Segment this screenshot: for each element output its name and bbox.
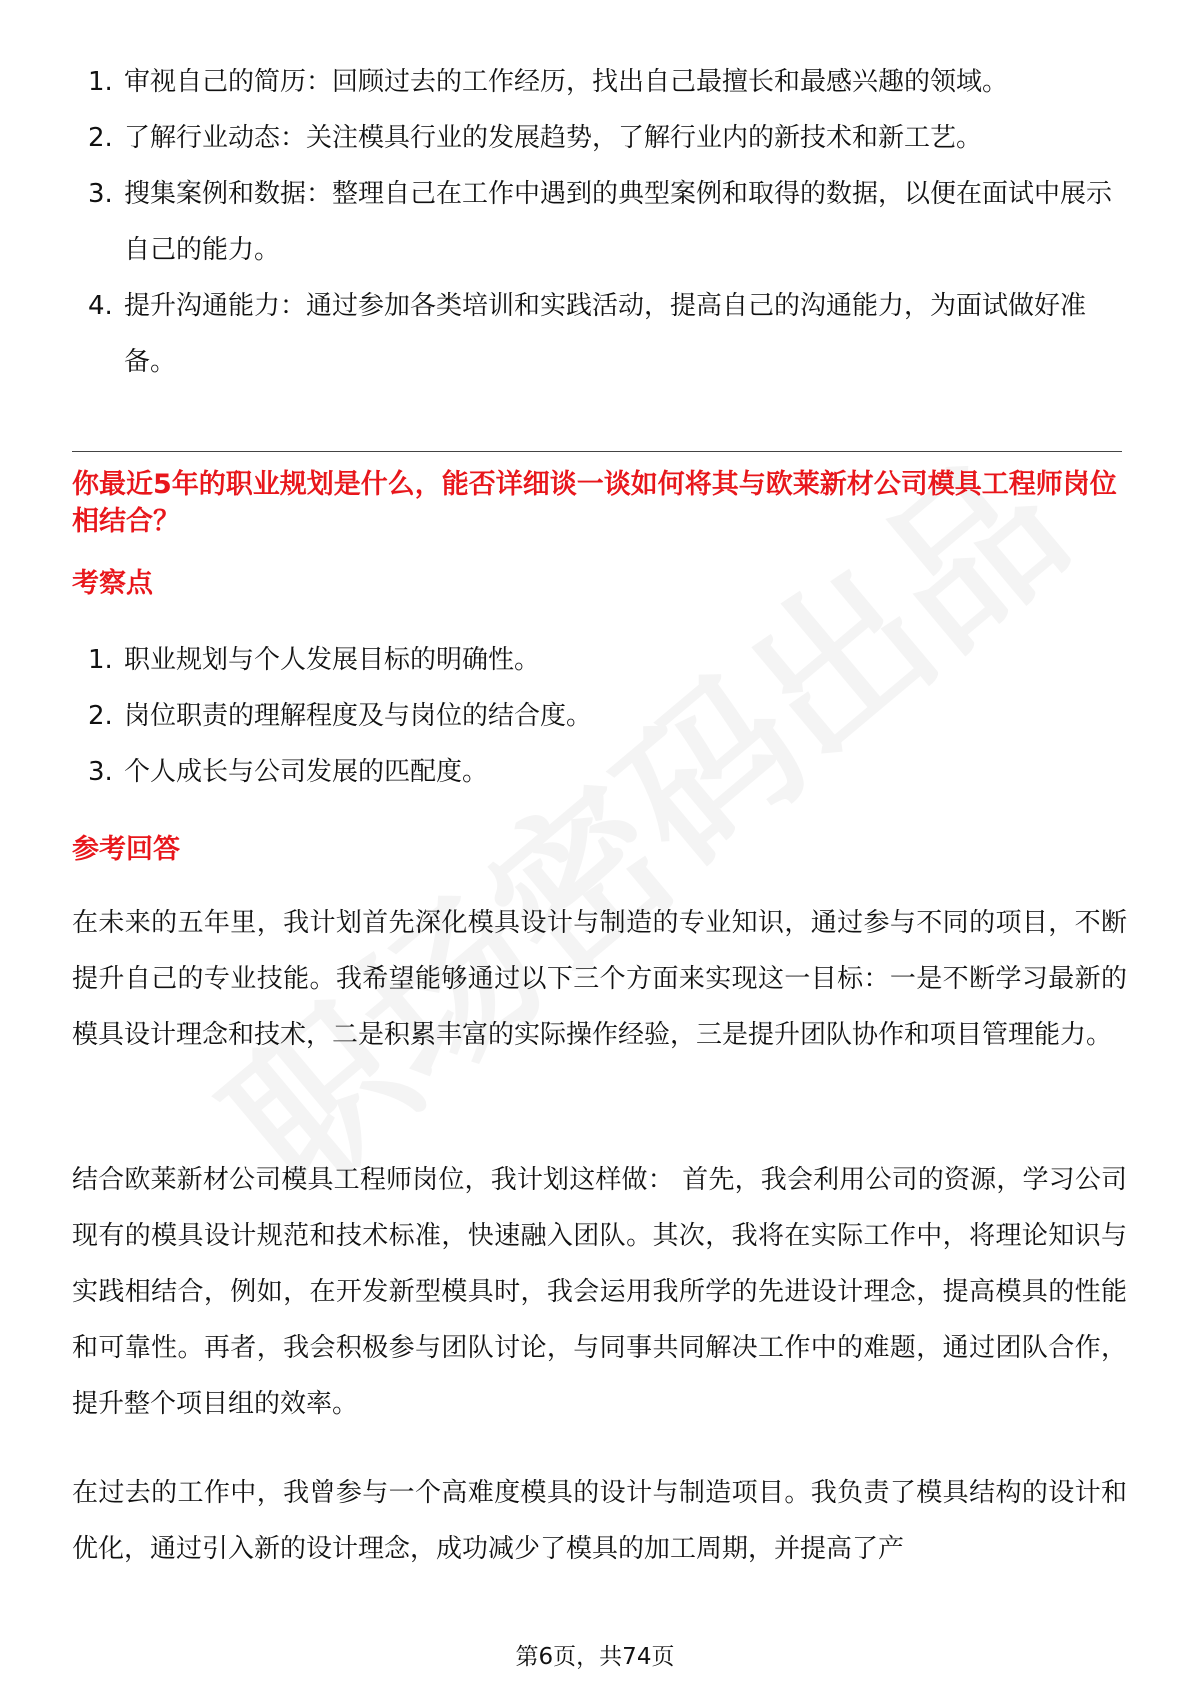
answer-paragraph: 结合欧莱新材公司模具工程师岗位，我计划这样做： 首先，我会利用公司的资源，学习公司现有的模具设计规范和技术标准，快速融入团队。其次，我将在实际工作中，将理论知识与实践相结合，例如，在开发新型模具时，我会运用我所学的先进设计理念，提高模具的性能和可靠性。再者，我会积极参与团队讨论，与同事共同解决工作中的难题，通过团队合作，提升整个项目组的效率。 — [72, 1165, 1127, 1419]
list-item-number: 3. — [88, 757, 113, 787]
page-number-footer: 第6页，共74页 — [515, 1644, 675, 1670]
list-item — [72, 278, 1122, 390]
list-item — [72, 110, 1122, 166]
list-item-text: 岗位职责的理解程度及与岗位的结合度。 — [124, 701, 593, 731]
list-item-text: 提升沟通能力：通过参加各类培训和实践活动，提高自己的沟通能力，为面试做好准备。 — [124, 291, 1087, 377]
list-item-text: 个人成长与公司发展的匹配度。 — [124, 757, 489, 787]
list-item — [72, 54, 1122, 110]
list-item-text: 职业规划与个人发展目标的明确性。 — [124, 645, 541, 675]
section-divider — [72, 451, 1122, 452]
assessment-points-list — [72, 632, 1122, 800]
answer-paragraph: 在未来的五年里，我计划首先深化模具设计与制造的专业知识，通过参与不同的项目，不断提升自己的专业技能。我希望能够通过以下三个方面来实现这一目标：一是不断学习最新的模具设计理念和技术，二是积累丰富的实际操作经验，三是提升团队协作和项目管理能力。 — [72, 908, 1127, 1050]
list-item-number: 1. — [88, 645, 113, 675]
list-item-text: 了解行业动态：关注模具行业的发展趋势，了解行业内的新技术和新工艺。 — [124, 123, 983, 153]
list-item-number: 4. — [88, 291, 113, 321]
interview-question: 你最近5年的职业规划是什么，能否详细谈一谈如何将其与欧莱新材公司模具工程师岗位相结合？ — [72, 469, 1117, 537]
list-item — [72, 744, 1122, 800]
assessment-points-heading: 考察点 — [72, 568, 153, 599]
list-item — [72, 632, 1122, 688]
list-item-number: 2. — [88, 123, 113, 153]
list-item — [72, 688, 1122, 744]
list-item — [72, 166, 1122, 278]
preparation-list — [72, 54, 1122, 390]
reference-answer-heading: 参考回答 — [72, 834, 180, 865]
list-item-text: 审视自己的简历：回顾过去的工作经历，找出自己最擅长和最感兴趣的领域。 — [124, 67, 1009, 97]
list-item-number: 3. — [88, 179, 113, 209]
list-item-number: 1. — [88, 67, 113, 97]
list-item-text: 搜集案例和数据：整理自己在工作中遇到的典型案例和取得的数据，以便在面试中展示自己的能力。 — [124, 179, 1113, 265]
answer-paragraph: 在过去的工作中，我曾参与一个高难度模具的设计与制造项目。我负责了模具结构的设计和优化，通过引入新的设计理念，成功减少了模具的加工周期，并提高了产 — [72, 1478, 1127, 1564]
list-item-number: 2. — [88, 701, 113, 731]
